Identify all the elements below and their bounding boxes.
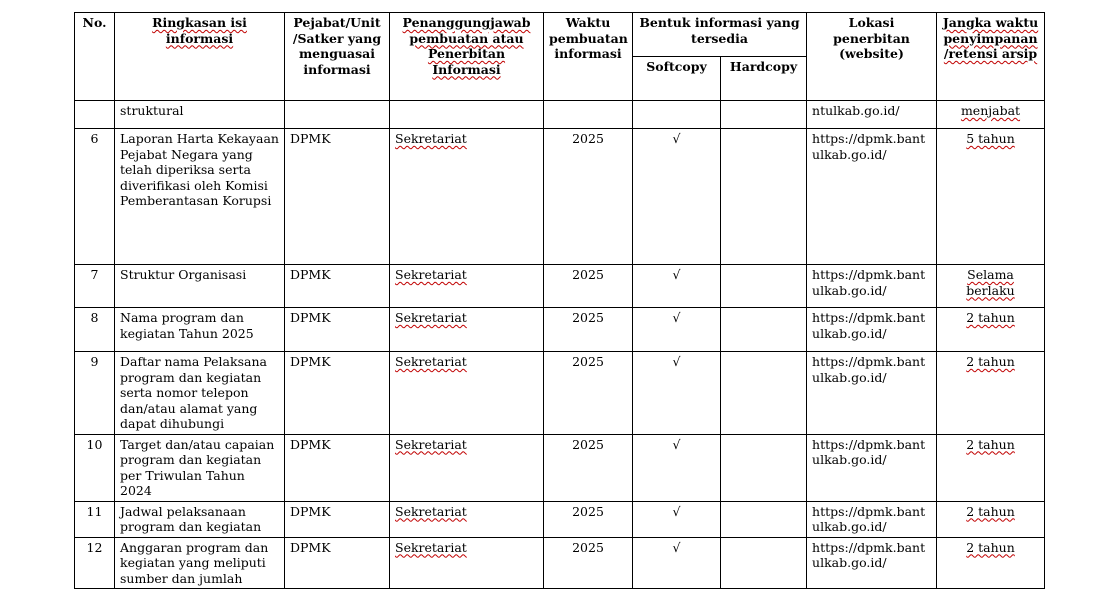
cell-no (75, 129, 115, 265)
cell-softcopy (633, 434, 721, 501)
cell-softcopy-text: √ (672, 436, 681, 452)
cell-waktu-text: 2025 (572, 503, 604, 519)
cell-ringkasan (115, 352, 285, 435)
header-pejabat: Pejabat/Unit /Satker yang menguasai informasi (285, 13, 390, 101)
cell-jangka (937, 537, 1045, 589)
cell-jangka-text: 5 tahun (966, 131, 1015, 146)
cell-waktu (544, 129, 633, 265)
cell-softcopy-text: √ (672, 131, 681, 146)
cell-penanggungjawab (390, 352, 544, 435)
table-row (75, 501, 1045, 537)
cell-lokasi (807, 537, 937, 589)
cell-lokasi (807, 352, 937, 435)
cell-ringkasan (115, 265, 285, 308)
cell-no-text: 12 (86, 539, 103, 555)
cell-softcopy (633, 352, 721, 435)
cell-jangka (937, 129, 1045, 265)
cell-jangka-text: 2 tahun (966, 354, 1015, 369)
cell-penanggungjawab (390, 265, 544, 308)
cell-waktu (544, 101, 633, 129)
cell-no (75, 537, 115, 589)
cell-lokasi (807, 265, 937, 308)
cell-ringkasan-text: Anggaran program dan kegiatan yang meliputi sumber dan jumlah (120, 539, 269, 586)
cell-no (75, 352, 115, 435)
cell-pejabat (285, 308, 390, 352)
cell-lokasi-text: https://dpmk.bantulkab.go.id/ (812, 267, 926, 298)
cell-lokasi-text: https://dpmk.bantulkab.go.id/ (812, 539, 926, 570)
cell-penanggungjawab (390, 537, 544, 589)
cell-no (75, 434, 115, 501)
cell-penanggungjawab-text: Sekretariat (395, 310, 467, 325)
cell-pejabat-text: DPMK (290, 436, 331, 452)
cell-jangka (937, 352, 1045, 435)
table-row (75, 352, 1045, 435)
cell-jangka-text: 2 tahun (966, 539, 1015, 555)
cell-no (75, 308, 115, 352)
cell-ringkasan (115, 129, 285, 265)
table-row (75, 129, 1045, 265)
cell-ringkasan (115, 434, 285, 501)
cell-penanggungjawab (390, 101, 544, 129)
cell-ringkasan-text: Laporan Harta Kekayaan Pejabat Negara yang telah diperiksa serta diverifikasi oleh Komisi Pemberantasan Korupsi (120, 131, 279, 208)
cell-lokasi-text: https://dpmk.bantulkab.go.id/ (812, 131, 926, 162)
cell-jangka-text: 2 tahun (966, 436, 1015, 452)
cell-ringkasan (115, 537, 285, 589)
cell-softcopy-text: √ (672, 354, 681, 369)
cell-waktu (544, 501, 633, 537)
cell-waktu (544, 434, 633, 501)
cell-ringkasan-text: Struktur Organisasi (120, 267, 247, 282)
cell-lokasi-text: https://dpmk.bantulkab.go.id/ (812, 310, 926, 341)
cell-pejabat-text: DPMK (290, 310, 331, 325)
cell-no (75, 501, 115, 537)
cell-penanggungjawab-text: Sekretariat (395, 131, 467, 146)
cell-waktu (544, 265, 633, 308)
cell-hardcopy (721, 501, 807, 537)
cell-hardcopy (721, 352, 807, 435)
cell-no-text: 11 (86, 503, 103, 519)
cell-jangka (937, 308, 1045, 352)
cell-jangka (937, 265, 1045, 308)
cell-pejabat (285, 501, 390, 537)
cell-no (75, 265, 115, 308)
cell-waktu (544, 352, 633, 435)
cell-no-text: 10 (86, 436, 103, 452)
cell-penanggungjawab-text: Sekretariat (395, 539, 467, 555)
cell-softcopy-text: √ (672, 503, 681, 519)
cell-lokasi (807, 129, 937, 265)
cell-pejabat-text: DPMK (290, 267, 331, 282)
cell-waktu-text: 2025 (572, 310, 604, 325)
cell-hardcopy (721, 129, 807, 265)
cell-pejabat (285, 101, 390, 129)
cell-softcopy-text: √ (672, 539, 681, 555)
cell-no (75, 101, 115, 129)
table-row (75, 434, 1045, 501)
header-hardcopy: Hardcopy (721, 57, 807, 101)
header-softcopy: Softcopy (633, 57, 721, 101)
cell-ringkasan (115, 501, 285, 537)
cell-hardcopy (721, 434, 807, 501)
cell-jangka-text: 2 tahun (966, 310, 1015, 325)
cell-waktu (544, 308, 633, 352)
cell-pejabat-text: DPMK (290, 354, 331, 369)
cell-jangka (937, 434, 1045, 501)
cell-pejabat (285, 352, 390, 435)
cell-softcopy (633, 265, 721, 308)
cell-ringkasan-text: Target dan/atau capaian program dan kegiatan per Triwulan Tahun 2024 (120, 436, 275, 498)
cell-hardcopy (721, 537, 807, 589)
cell-penanggungjawab-text: Sekretariat (395, 503, 467, 519)
cell-jangka-text: 2 tahun (966, 503, 1015, 519)
cell-waktu-text: 2025 (572, 267, 604, 282)
cell-hardcopy (721, 308, 807, 352)
cell-pejabat (285, 265, 390, 308)
cell-softcopy-text: √ (672, 310, 681, 325)
cell-lokasi (807, 501, 937, 537)
cell-waktu-text: 2025 (572, 436, 604, 452)
cell-penanggungjawab (390, 308, 544, 352)
cell-lokasi (807, 101, 937, 129)
cell-penanggungjawab-text: Sekretariat (395, 436, 467, 452)
table-row (75, 101, 1045, 129)
cell-softcopy (633, 501, 721, 537)
cell-ringkasan-text: Daftar nama Pelaksana program dan kegiatan serta nomor telepon dan/atau alamat yang dapat dihubungi (120, 354, 267, 431)
cell-pejabat-text: DPMK (290, 131, 331, 146)
cell-softcopy (633, 101, 721, 129)
cell-lokasi (807, 434, 937, 501)
cell-ringkasan-text: Jadwal pelaksanaan program dan kegiatan (120, 503, 262, 534)
cell-waktu-text: 2025 (572, 354, 604, 369)
cell-waktu-text: 2025 (572, 131, 604, 146)
cell-waktu-text: 2025 (572, 539, 604, 555)
cell-no-text: 8 (90, 310, 99, 325)
cell-jangka-text: Selama berlaku (966, 267, 1015, 298)
cell-ringkasan (115, 101, 285, 129)
cell-no-text: 9 (90, 354, 99, 369)
cell-softcopy (633, 308, 721, 352)
header-lokasi: Lokasi penerbitan (website) (807, 13, 937, 101)
cell-penanggungjawab (390, 501, 544, 537)
cell-softcopy-text: √ (672, 267, 681, 282)
table-header (75, 13, 1045, 101)
header-no: No. (75, 13, 115, 101)
cell-lokasi-text: ntulkab.go.id/ (812, 103, 900, 118)
cell-pejabat-text: DPMK (290, 539, 331, 555)
cell-hardcopy (721, 265, 807, 308)
cell-ringkasan-text: struktural (120, 103, 184, 118)
header-bentuk: Bentuk informasi yang tersedia (633, 13, 807, 57)
cell-penanggungjawab (390, 129, 544, 265)
table-row (75, 265, 1045, 308)
cell-pejabat (285, 537, 390, 589)
cell-jangka-text: menjabat (960, 103, 1021, 118)
cell-softcopy (633, 129, 721, 265)
cell-jangka (937, 101, 1045, 129)
cell-penanggungjawab-text: Sekretariat (395, 267, 467, 282)
table-body (75, 101, 1045, 589)
table-row (75, 308, 1045, 352)
cell-waktu (544, 537, 633, 589)
cell-ringkasan (115, 308, 285, 352)
information-table (74, 12, 1045, 589)
cell-penanggungjawab-text: Sekretariat (395, 354, 467, 369)
cell-pejabat (285, 129, 390, 265)
cell-no-text: 6 (90, 131, 99, 146)
cell-lokasi (807, 308, 937, 352)
cell-jangka (937, 501, 1045, 537)
cell-penanggungjawab (390, 434, 544, 501)
header-ringkasan: Ringkasan isi informasi (115, 13, 285, 101)
cell-pejabat (285, 434, 390, 501)
cell-softcopy (633, 537, 721, 589)
header-waktu: Waktu pembuatan informasi (544, 13, 633, 101)
cell-ringkasan-text: Nama program dan kegiatan Tahun 2025 (120, 310, 254, 341)
cell-lokasi-text: https://dpmk.bantulkab.go.id/ (812, 436, 926, 467)
cell-pejabat-text: DPMK (290, 503, 331, 519)
cell-lokasi-text: https://dpmk.bantulkab.go.id/ (812, 503, 926, 534)
table-row (75, 537, 1045, 589)
cell-hardcopy (721, 101, 807, 129)
header-jangka: Jangka waktu penyimpanan /retensi arsip (937, 13, 1045, 101)
cell-no-text: 7 (90, 267, 99, 282)
cell-lokasi-text: https://dpmk.bantulkab.go.id/ (812, 354, 926, 385)
header-penanggungjawab: Penanggungjawab pembuatan atau Penerbitan Informasi (390, 13, 544, 101)
